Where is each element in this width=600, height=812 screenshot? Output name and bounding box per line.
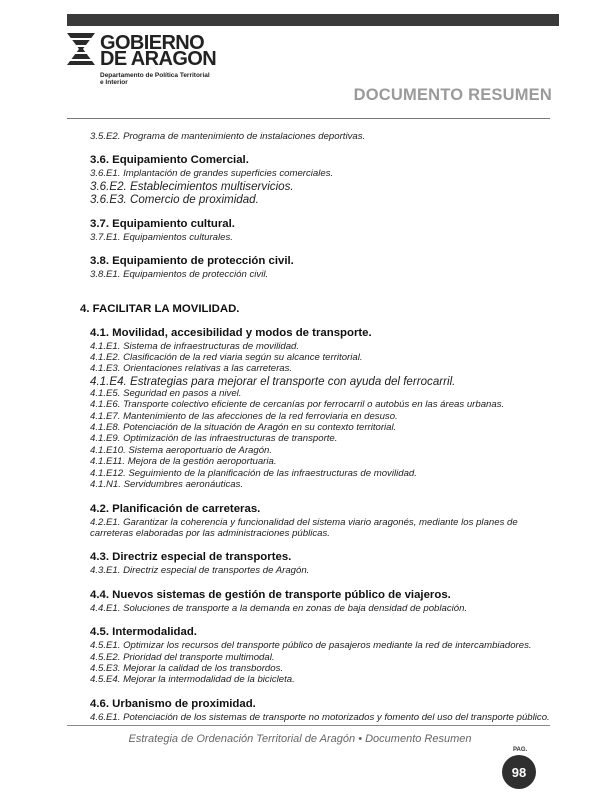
list-item: 4.5.E2. Prioridad del transporte multimodal. bbox=[90, 651, 275, 663]
section-heading: 3.6. Equipamiento Comercial. bbox=[90, 154, 249, 167]
section-4-5 bbox=[90, 626, 560, 686]
list-item: 4.1.E7. Mantenimiento de las afecciones de la red ferroviaria en desuso. bbox=[90, 410, 398, 422]
document-body bbox=[80, 131, 560, 723]
section-4-6 bbox=[90, 698, 560, 723]
section-heading: 3.7. Equipamiento cultural. bbox=[90, 217, 235, 230]
list-item: 3.6.E1. Implantación de grandes superficies comerciales. bbox=[90, 168, 334, 180]
list-item: 4.1.N1. Servidumbres aeronáuticas. bbox=[90, 479, 244, 491]
list-item: 3.6.E2. Establecimientos multiservicios. bbox=[90, 179, 294, 193]
list-item: 4.4.E1. Soluciones de transporte a la demanda en zonas de baja densidad de población. bbox=[90, 602, 468, 614]
department-line-1: Departamento de Política Territorial bbox=[100, 72, 210, 79]
section-heading: 4.1. Movilidad, accesibilidad y modos de transporte. bbox=[90, 326, 372, 339]
section-4-1 bbox=[90, 327, 560, 491]
list-item: 4.1.E9. Optimización de las infraestructuras de transporte. bbox=[90, 433, 338, 445]
list-item: 4.1.E6. Transporte colectivo eficiente de cercanías por ferrocarril o autobús en las áreas urbanas. bbox=[90, 399, 505, 411]
chapter-heading: 4. FACILITAR LA MOVILIDAD. bbox=[80, 302, 240, 315]
section-heading: 4.6. Urbanismo de proximidad. bbox=[90, 697, 256, 710]
list-item: 3.7.E1. Equipamientos culturales. bbox=[90, 231, 233, 243]
list-item: 4.1.E4. Estrategias para mejorar el transporte con ayuda del ferrocarril. bbox=[90, 374, 456, 388]
section-4-4 bbox=[90, 589, 560, 614]
list-item: 4.5.E3. Mejorar la calidad de los transbordos. bbox=[90, 662, 284, 674]
list-item: 4.5.E4. Mejorar la intermodalidad de la bicicleta. bbox=[90, 674, 295, 686]
list-item: 3.8.E1. Equipamientos de protección civil. bbox=[90, 269, 269, 281]
list-item: 4.3.E1. Directriz especial de transportes de Aragón. bbox=[90, 565, 310, 577]
logo-line-1: GOBIERNO bbox=[100, 32, 205, 54]
section-heading: 4.2. Planificación de carreteras. bbox=[90, 502, 261, 515]
section-3-6 bbox=[90, 154, 560, 205]
section-4-3 bbox=[90, 551, 560, 576]
list-item: 4.1.E3. Orientaciones relativas a las carreteras. bbox=[90, 363, 293, 375]
header-divider bbox=[67, 118, 550, 119]
list-item: 4.1.E12. Seguimiento de la planificación de las infraestructuras de movilidad. bbox=[90, 467, 417, 479]
section-heading: 3.8. Equipamiento de protección civil. bbox=[90, 255, 294, 268]
lead-item: 3.5.E2. Programa de mantenimiento de instalaciones deportivas. bbox=[90, 131, 366, 142]
list-item: 4.1.E8. Potenciación de la situación de Aragón en su contexto territorial. bbox=[90, 422, 397, 434]
section-3-7 bbox=[90, 218, 560, 243]
footer-title: Estrategia de Ordenación Territorial de Aragón • Documento Resumen bbox=[128, 733, 472, 745]
list-item: 4.1.E1. Sistema de infraestructuras de movilidad. bbox=[90, 340, 300, 352]
document-title: DOCUMENTO RESUMEN bbox=[353, 86, 552, 104]
section-heading: 4.4. Nuevos sistemas de gestión de transporte público de viajeros. bbox=[90, 588, 451, 601]
list-item: 4.1.E10. Sistema aeroportuario de Aragón. bbox=[90, 444, 273, 456]
list-item: 4.1.E5. Seguridad en pasos a nivel. bbox=[90, 387, 242, 399]
section-4-2 bbox=[90, 503, 560, 540]
section-heading: 4.5. Intermodalidad. bbox=[90, 626, 197, 639]
list-item: 4.5.E1. Optimizar los recursos del transporte público de pasajeros mediante la red de intercambiadores. bbox=[90, 640, 532, 652]
section-3-8 bbox=[90, 255, 560, 280]
page-number-badge bbox=[502, 755, 536, 789]
list-item: 4.2.E1. Garantizar la coherencia y funcionalidad del sistema viario aragonés, mediante los planes de carreteras elaboradas por las administraciones públicas. bbox=[90, 516, 518, 539]
list-item: 3.6.E3. Comercio de proximidad. bbox=[90, 192, 259, 206]
list-item: 4.6.E1. Potenciación de los sistemas de transporte no motorizados y fomento del uso del transporte público. bbox=[90, 711, 550, 723]
page-number: 98 bbox=[511, 764, 527, 780]
section-heading: 4.3. Directriz especial de transportes. bbox=[90, 551, 292, 564]
header-top-bar bbox=[67, 14, 559, 26]
list-item: 4.1.E11. Mejora de la gestión aeroportuaria. bbox=[90, 456, 277, 468]
logo-line-2: DE ARAGON bbox=[100, 48, 217, 70]
government-logo bbox=[67, 33, 237, 89]
list-item: 4.1.E2. Clasificación de la red viaria según su alcance territorial. bbox=[90, 352, 363, 364]
page-label: PAG. bbox=[513, 747, 528, 753]
department-name bbox=[100, 72, 210, 86]
logo-mark-icon bbox=[67, 33, 95, 65]
footer-divider bbox=[67, 725, 550, 726]
department-line-2: e Interior bbox=[100, 79, 128, 86]
